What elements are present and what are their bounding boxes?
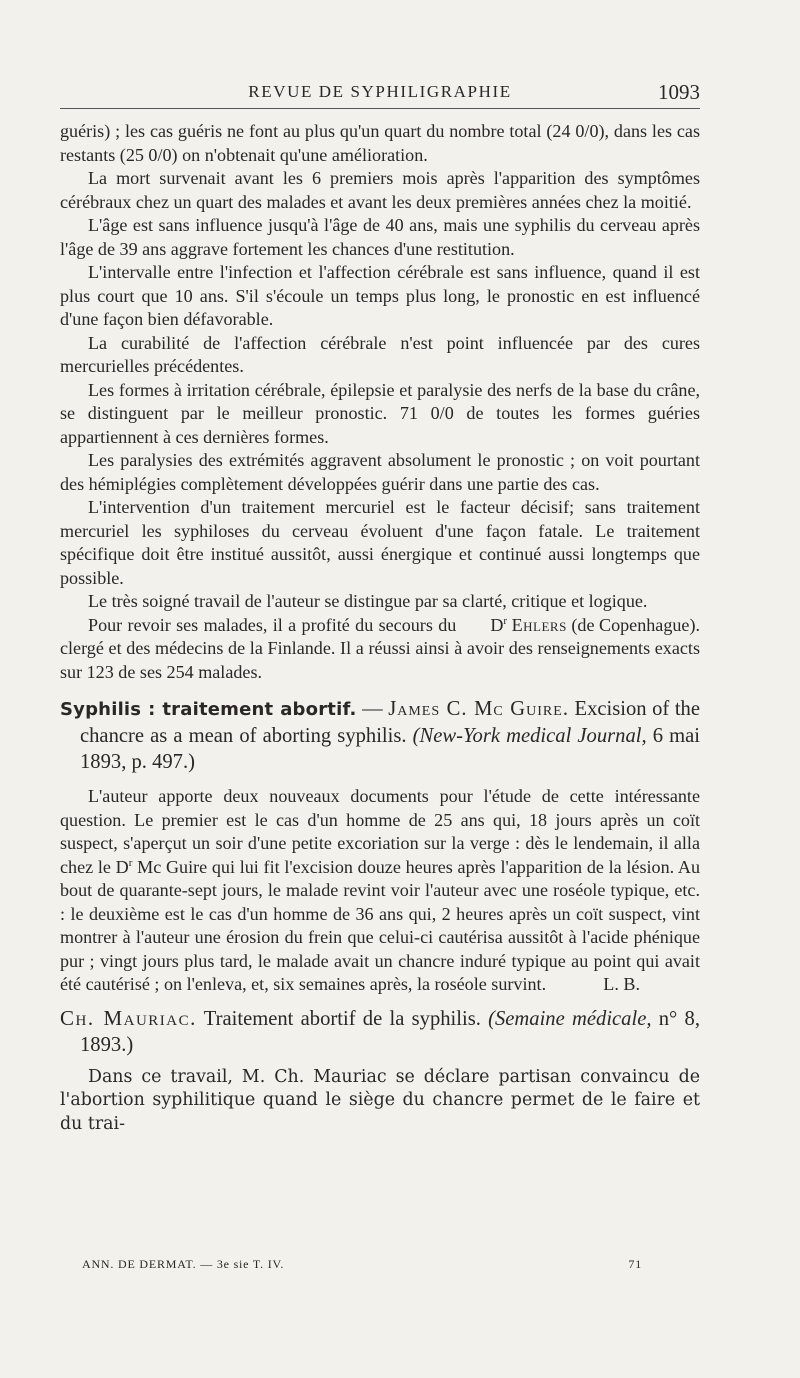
paragraph: La curabilité de l'affection cérébrale n'est point influencée par des cures mercurielles précédentes.	[60, 332, 700, 376]
bibliographic-entry: Syphilis : traitement abortif. — James C. Mc Guire. Excision of the chancre as a mean of aborting syphilis. (New-York medical Journal, 6 mai 1893, p. 497.)	[60, 698, 700, 773]
paragraph: Le très soigné travail de l'auteur se distingue par sa clarté, critique et logique.	[88, 591, 648, 611]
entry-journal: (New-York medical Journal,	[412, 725, 647, 747]
footer-journal-ref: ANN. DE DERMAT. — 3e sie T. IV.	[82, 1257, 285, 1271]
paragraph: guéris) ; les cas guéris ne font au plus qu'un quart du nombre total (24 0/0), dans les cas restants (25 0/0) on n'obtenait qu'une amélioration.	[60, 121, 700, 165]
paragraph: L'intervalle entre l'infection et l'affection cérébrale est sans influence, quand il est plus court que 10 ans. S'il s'écoule un temps plus long, le pronostic en est influencé d'une façon bien défavorable.	[60, 262, 700, 329]
entry-journal: (Semaine médicale,	[488, 1007, 652, 1030]
signature: $D^r$ Ehlers (de Copenhague).	[490, 614, 700, 635]
running-title: REVUE DE SYPHILIGRAPHIE	[248, 82, 512, 101]
entry-paragraph: L'auteur apporte deux nouveaux documents pour l'étude de cette intéressante question. Le premier est le cas d'un homme de 25 ans qui, 18 jours après un coït suspect, s'aperçut un soir d'une petite excoriation sur la verge : dès le lendemain, il alla chez le $D^r$ Mc Guire qui lui fit l'excision douze heures après l'apparition de la lésion. Au bout de quarante-sept jours, le malade revint voir l'auteur avec une roséole typique, etc. : le deuxième est le cas d'un homme de 36 ans qui, 2 heures après un coït suspect, vint montrer à l'auteur une érosion du frein que celui-ci cautérisa aussitôt à l'acide phénique pur ; vingt jours plus tard, le malade avait un chancre induré typique au point qui avait été cautérisé ; on l'enleva, et, six semaines après, la roséole survint. L. B.	[60, 785, 700, 997]
paragraph: L'intervention d'un traitement mercuriel est le facteur décisif; sans traitement mercuriel les syphiloses du cerveau évoluent d'une façon fatale. Le traitement spécifique doit être institué aussitôt, aussi énergique et continué aussi longtemps que possible.	[60, 497, 700, 588]
paragraph-text: Pour revoir ses malades, il a profité du secours du clergé et des médecins de la Finlande. Il a réussi ainsi à avoir des renseignements exacts sur 123 de ses 254 malades.	[60, 614, 700, 682]
entry-author: James C. Mc Guire.	[388, 698, 569, 720]
paragraph-with-signature	[60, 614, 700, 685]
page-header	[60, 82, 700, 109]
author-name: Ehlers	[511, 614, 567, 635]
footer-signature-number: 71	[628, 1257, 642, 1271]
entry-author: Ch. Mauriac.	[60, 1005, 197, 1030]
entry-paragraph: Dans ce travail, M. Ch. Mauriac se déclare partisan convaincu de l'abortion syphilitique quand le siège du chancre permet de le faire et du trai-	[60, 1066, 700, 1134]
bibliographic-entry: Ch. Mauriac. Traitement abortif de la syphilis. (Semaine médicale, n° 8, 1893.)	[60, 1005, 700, 1056]
paragraph: La mort survenait avant les 6 premiers mois après l'apparition des symptômes cérébraux chez un quart des malades et avant les deux premières années chez la moitié.	[60, 168, 700, 212]
body-text	[60, 120, 700, 1136]
page-footer	[82, 1257, 642, 1272]
entry-title: Syphilis : traitement abortif.	[60, 699, 357, 720]
page-number: 1093	[658, 80, 700, 104]
signature: L. B.	[603, 974, 640, 994]
paragraph: Les formes à irritation cérébrale, épilepsie et paralysie des nerfs de la base du crâne, se distinguent par le meilleur pronostic. 71 0/0 de toutes les formes guéries appartiennent à ces dernières formes.	[60, 379, 700, 447]
paragraph: L'âge est sans influence jusqu'à l'âge de 40 ans, mais une syphilis du cerveau après l'âge de 39 ans aggrave fortement les chances d'une restitution.	[60, 215, 700, 259]
paragraph: Les paralysies des extrémités aggravent absolument le pronostic ; on voit pourtant des hémiplégies complètement développées guérir dans une partie des cas.	[60, 450, 700, 494]
